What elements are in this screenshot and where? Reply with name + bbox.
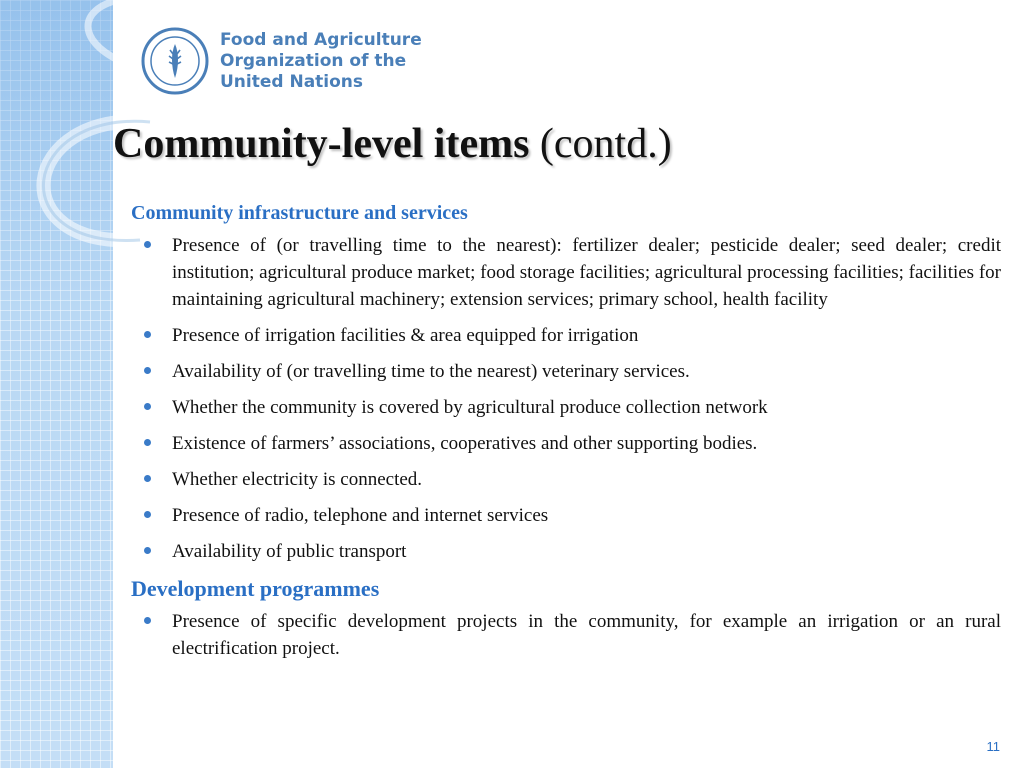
list-item (131, 394, 1001, 421)
page-number: 11 (986, 739, 1000, 754)
list-item (131, 358, 1001, 385)
bullet-icon (144, 547, 151, 554)
logo-text (220, 30, 422, 93)
slide-content (131, 198, 1001, 671)
list-item-text: Presence of (or travelling time to the nearest): fertilizer dealer; pesticide dealer; seed dealer; credit institution; agricultural produce market; food storage facilities; agricultural processing facilities; facilities for maintaining agricultural machinery; extension services; primary school, health facility (172, 235, 1001, 310)
list-item-text: Whether the community is covered by agricultural produce collection network (172, 397, 768, 418)
infrastructure-bullet-list (131, 232, 1001, 565)
fao-emblem-icon (140, 26, 210, 96)
logo-line-2: Organization of the (220, 50, 407, 71)
fao-logo (140, 26, 422, 96)
list-item-text: Presence of irrigation facilities & area equipped for irrigation (172, 325, 639, 346)
list-item-text: Existence of farmers’ associations, cooperatives and other supporting bodies. (172, 433, 758, 454)
list-item-text: Availability of public transport (172, 541, 407, 562)
list-item (131, 232, 1001, 313)
list-item-text: Presence of specific development projects in the community, for example an irrigation or an rural electrification project. (172, 611, 1001, 659)
list-item (131, 466, 1001, 493)
list-item-text: Presence of radio, telephone and internet services (172, 505, 549, 526)
list-item (131, 538, 1001, 565)
bullet-icon (144, 241, 151, 248)
bullet-icon (144, 367, 151, 374)
logo-line-1: Food and Agriculture (220, 29, 422, 50)
section-heading-infrastructure: Community infrastructure and services (131, 202, 468, 224)
development-bullet-list (131, 608, 1001, 662)
bullet-icon (144, 331, 151, 338)
list-item-text: Whether electricity is connected. (172, 469, 423, 490)
list-item (131, 502, 1001, 529)
list-item (131, 430, 1001, 457)
bullet-icon (144, 439, 151, 446)
bullet-icon (144, 403, 151, 410)
bullet-icon (144, 617, 151, 624)
list-item-text: Availability of (or travelling time to the nearest) veterinary services. (172, 361, 690, 382)
slide-title-suffix: (contd.) (529, 121, 672, 167)
slide-title-main: Community-level items (113, 121, 530, 167)
bullet-icon (144, 511, 151, 518)
slide-title (113, 116, 672, 172)
section-heading-development: Development programmes (131, 576, 380, 601)
list-item (131, 608, 1001, 662)
logo-line-3: United Nations (220, 71, 364, 92)
list-item (131, 322, 1001, 349)
bullet-icon (144, 475, 151, 482)
